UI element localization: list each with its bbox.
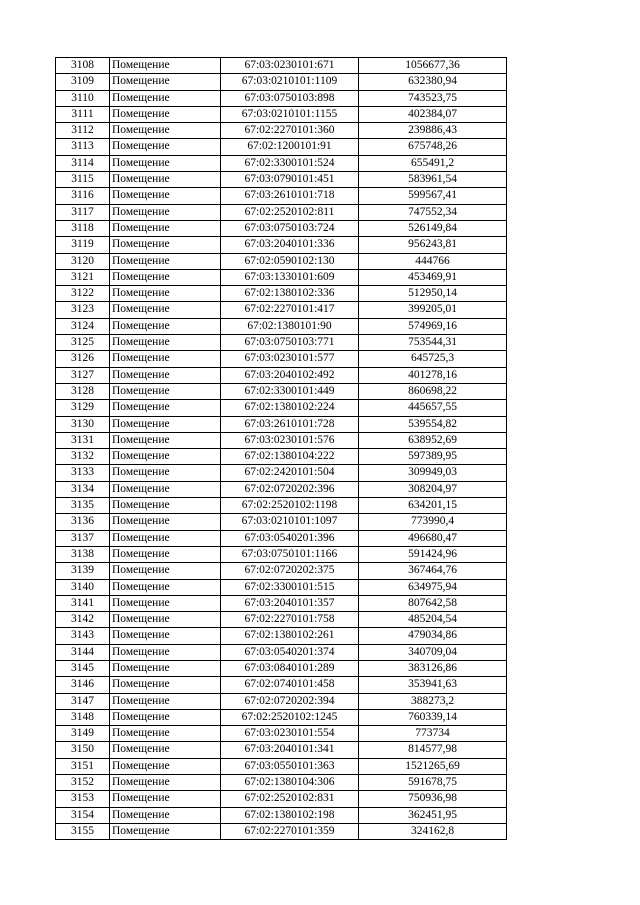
cadastral-value-cell: 956243,81 (359, 237, 507, 253)
row-number-cell: 3137 (56, 530, 110, 546)
cadastral-number-cell: 67:02:2520102:1245 (221, 709, 359, 725)
object-type-cell: Помещение (110, 677, 221, 693)
table-row (56, 644, 507, 660)
table-row (56, 660, 507, 676)
table-row (56, 758, 507, 774)
object-type-cell: Помещение (110, 693, 221, 709)
object-type-cell: Помещение (110, 367, 221, 383)
table-row (56, 709, 507, 725)
cadastral-number-cell: 67:03:0210101:1155 (221, 106, 359, 122)
row-number-cell: 3116 (56, 188, 110, 204)
cadastral-value-cell: 526149,84 (359, 220, 507, 236)
row-number-cell: 3143 (56, 628, 110, 644)
cadastral-value-cell: 634975,94 (359, 579, 507, 595)
cadastral-number-cell: 67:02:3300101:515 (221, 579, 359, 595)
object-type-cell: Помещение (110, 351, 221, 367)
cadastral-number-cell: 67:03:0790101:451 (221, 172, 359, 188)
table-row (56, 188, 507, 204)
cadastral-value-cell: 645725,3 (359, 351, 507, 367)
cadastral-value-cell: 512950,14 (359, 286, 507, 302)
table-row (56, 139, 507, 155)
cadastral-value-cell: 388273,2 (359, 693, 507, 709)
table-row (56, 74, 507, 90)
row-number-cell: 3148 (56, 709, 110, 725)
cadastral-number-cell: 67:02:2520102:831 (221, 791, 359, 807)
table-row (56, 498, 507, 514)
table-row (56, 302, 507, 318)
row-number-cell: 3131 (56, 432, 110, 448)
cadastral-number-cell: 67:03:1330101:609 (221, 269, 359, 285)
object-type-cell: Помещение (110, 498, 221, 514)
cadastral-value-cell: 353941,63 (359, 677, 507, 693)
cadastral-number-cell: 67:02:1380102:198 (221, 807, 359, 823)
row-number-cell: 3110 (56, 90, 110, 106)
table-row (56, 449, 507, 465)
cadastral-value-cell: 496680,47 (359, 530, 507, 546)
cadastral-number-cell: 67:02:3300101:449 (221, 383, 359, 399)
row-number-cell: 3144 (56, 644, 110, 660)
object-type-cell: Помещение (110, 742, 221, 758)
cadastral-number-cell: 67:03:0230101:576 (221, 432, 359, 448)
object-type-cell: Помещение (110, 58, 221, 74)
row-number-cell: 3118 (56, 220, 110, 236)
object-type-cell: Помещение (110, 432, 221, 448)
cadastral-number-cell: 67:03:2040101:357 (221, 595, 359, 611)
object-type-cell: Помещение (110, 269, 221, 285)
object-type-cell: Помещение (110, 481, 221, 497)
table-row (56, 269, 507, 285)
table-row (56, 383, 507, 399)
cadastral-value-cell: 760339,14 (359, 709, 507, 725)
cadastral-value-cell: 362451,95 (359, 807, 507, 823)
row-number-cell: 3120 (56, 253, 110, 269)
cadastral-value-cell: 632380,94 (359, 74, 507, 90)
object-type-cell: Помещение (110, 465, 221, 481)
cadastral-value-cell: 574969,16 (359, 318, 507, 334)
table-row (56, 58, 507, 74)
cadastral-number-cell: 67:03:0750103:724 (221, 220, 359, 236)
cadastral-number-cell: 67:02:1200101:91 (221, 139, 359, 155)
row-number-cell: 3117 (56, 204, 110, 220)
cadastral-value-cell: 591424,96 (359, 546, 507, 562)
row-number-cell: 3154 (56, 807, 110, 823)
object-type-cell: Помещение (110, 449, 221, 465)
row-number-cell: 3145 (56, 660, 110, 676)
table-row (56, 155, 507, 171)
cadastral-number-cell: 67:02:2270101:359 (221, 823, 359, 839)
table-row (56, 204, 507, 220)
row-number-cell: 3153 (56, 791, 110, 807)
table-row (56, 416, 507, 432)
object-type-cell: Помещение (110, 595, 221, 611)
cadastral-number-cell: 67:03:0750103:771 (221, 335, 359, 351)
cadastral-value-cell: 753544,31 (359, 335, 507, 351)
object-type-cell: Помещение (110, 90, 221, 106)
cadastral-value-cell: 807642,58 (359, 595, 507, 611)
row-number-cell: 3133 (56, 465, 110, 481)
table-row (56, 220, 507, 236)
cadastral-value-cell: 485204,54 (359, 612, 507, 628)
cadastral-number-cell: 67:02:2420101:504 (221, 465, 359, 481)
row-number-cell: 3114 (56, 155, 110, 171)
table-row (56, 400, 507, 416)
cadastral-value-cell: 367464,76 (359, 563, 507, 579)
cadastral-number-cell: 67:03:2610101:718 (221, 188, 359, 204)
cadastral-number-cell: 67:03:2040101:336 (221, 237, 359, 253)
object-type-cell: Помещение (110, 286, 221, 302)
table-row (56, 237, 507, 253)
cadastral-value-cell: 444766 (359, 253, 507, 269)
row-number-cell: 3142 (56, 612, 110, 628)
cadastral-number-cell: 67:02:1380104:306 (221, 775, 359, 791)
cadastral-value-cell: 583961,54 (359, 172, 507, 188)
table-row (56, 563, 507, 579)
cadastral-number-cell: 67:02:3300101:524 (221, 155, 359, 171)
object-type-cell: Помещение (110, 416, 221, 432)
table-row (56, 318, 507, 334)
table-row (56, 123, 507, 139)
object-type-cell: Помещение (110, 775, 221, 791)
cadastral-value-cell: 597389,95 (359, 449, 507, 465)
row-number-cell: 3126 (56, 351, 110, 367)
cadastral-value-cell: 402384,07 (359, 106, 507, 122)
row-number-cell: 3111 (56, 106, 110, 122)
row-number-cell: 3122 (56, 286, 110, 302)
object-type-cell: Помещение (110, 791, 221, 807)
object-type-cell: Помещение (110, 644, 221, 660)
cadastral-number-cell: 67:02:1380101:90 (221, 318, 359, 334)
cadastral-value-cell: 445657,55 (359, 400, 507, 416)
cadastral-number-cell: 67:02:0590102:130 (221, 253, 359, 269)
table-row (56, 742, 507, 758)
table-row (56, 351, 507, 367)
cadastral-value-cell: 675748,26 (359, 139, 507, 155)
cadastral-value-cell: 401278,16 (359, 367, 507, 383)
table-row (56, 172, 507, 188)
table-row (56, 628, 507, 644)
row-number-cell: 3112 (56, 123, 110, 139)
cadastral-number-cell: 67:02:2270101:360 (221, 123, 359, 139)
cadastral-value-cell: 638952,69 (359, 432, 507, 448)
object-type-cell: Помещение (110, 709, 221, 725)
cadastral-number-cell: 67:03:0210101:1109 (221, 74, 359, 90)
object-type-cell: Помещение (110, 335, 221, 351)
object-type-cell: Помещение (110, 400, 221, 416)
table-row (56, 286, 507, 302)
object-type-cell: Помещение (110, 823, 221, 839)
row-number-cell: 3128 (56, 383, 110, 399)
table-row (56, 367, 507, 383)
row-number-cell: 3136 (56, 514, 110, 530)
row-number-cell: 3146 (56, 677, 110, 693)
object-type-cell: Помещение (110, 530, 221, 546)
cadastral-number-cell: 67:03:0750103:898 (221, 90, 359, 106)
cadastral-value-cell: 324162,8 (359, 823, 507, 839)
row-number-cell: 3138 (56, 546, 110, 562)
row-number-cell: 3150 (56, 742, 110, 758)
row-number-cell: 3155 (56, 823, 110, 839)
object-type-cell: Помещение (110, 579, 221, 595)
object-type-cell: Помещение (110, 139, 221, 155)
object-type-cell: Помещение (110, 546, 221, 562)
table-row (56, 481, 507, 497)
table-row (56, 90, 507, 106)
cadastral-value-cell: 383126,86 (359, 660, 507, 676)
row-number-cell: 3121 (56, 269, 110, 285)
registry-table (55, 57, 507, 840)
row-number-cell: 3119 (56, 237, 110, 253)
table-row (56, 432, 507, 448)
object-type-cell: Помещение (110, 74, 221, 90)
row-number-cell: 3115 (56, 172, 110, 188)
cadastral-number-cell: 67:03:0230101:554 (221, 726, 359, 742)
cadastral-number-cell: 67:03:0540201:374 (221, 644, 359, 660)
object-type-cell: Помещение (110, 807, 221, 823)
cadastral-number-cell: 67:02:2270101:758 (221, 612, 359, 628)
cadastral-number-cell: 67:02:2520102:1198 (221, 498, 359, 514)
object-type-cell: Помещение (110, 660, 221, 676)
object-type-cell: Помещение (110, 106, 221, 122)
cadastral-value-cell: 340709,04 (359, 644, 507, 660)
cadastral-value-cell: 773990,4 (359, 514, 507, 530)
cadastral-number-cell: 67:03:0840101:289 (221, 660, 359, 676)
table-row (56, 514, 507, 530)
row-number-cell: 3130 (56, 416, 110, 432)
object-type-cell: Помещение (110, 302, 221, 318)
cadastral-number-cell: 67:03:0230101:577 (221, 351, 359, 367)
cadastral-value-cell: 479034,86 (359, 628, 507, 644)
table-row (56, 106, 507, 122)
table-row (56, 775, 507, 791)
cadastral-value-cell: 591678,75 (359, 775, 507, 791)
object-type-cell: Помещение (110, 204, 221, 220)
row-number-cell: 3149 (56, 726, 110, 742)
row-number-cell: 3135 (56, 498, 110, 514)
cadastral-number-cell: 67:03:0750101:1166 (221, 546, 359, 562)
cadastral-number-cell: 67:03:0540201:396 (221, 530, 359, 546)
row-number-cell: 3113 (56, 139, 110, 155)
object-type-cell: Помещение (110, 726, 221, 742)
cadastral-value-cell: 1521265,69 (359, 758, 507, 774)
cadastral-value-cell: 747552,34 (359, 204, 507, 220)
table-row (56, 612, 507, 628)
cadastral-number-cell: 67:02:1380104:222 (221, 449, 359, 465)
cadastral-number-cell: 67:03:2040102:492 (221, 367, 359, 383)
cadastral-value-cell: 309949,03 (359, 465, 507, 481)
cadastral-value-cell: 634201,15 (359, 498, 507, 514)
cadastral-value-cell: 655491,2 (359, 155, 507, 171)
cadastral-value-cell: 750936,98 (359, 791, 507, 807)
object-type-cell: Помещение (110, 514, 221, 530)
row-number-cell: 3132 (56, 449, 110, 465)
table-row (56, 546, 507, 562)
table-row (56, 253, 507, 269)
cadastral-value-cell: 743523,75 (359, 90, 507, 106)
row-number-cell: 3108 (56, 58, 110, 74)
table-row (56, 579, 507, 595)
cadastral-number-cell: 67:02:1380102:336 (221, 286, 359, 302)
row-number-cell: 3152 (56, 775, 110, 791)
registry-table-body (56, 58, 507, 840)
row-number-cell: 3129 (56, 400, 110, 416)
cadastral-value-cell: 860698,22 (359, 383, 507, 399)
cadastral-number-cell: 67:03:0550101:363 (221, 758, 359, 774)
cadastral-number-cell: 67:02:0720202:394 (221, 693, 359, 709)
row-number-cell: 3109 (56, 74, 110, 90)
object-type-cell: Помещение (110, 220, 221, 236)
object-type-cell: Помещение (110, 383, 221, 399)
object-type-cell: Помещение (110, 318, 221, 334)
cadastral-value-cell: 399205,01 (359, 302, 507, 318)
cadastral-value-cell: 539554,82 (359, 416, 507, 432)
row-number-cell: 3140 (56, 579, 110, 595)
cadastral-value-cell: 239886,43 (359, 123, 507, 139)
cadastral-number-cell: 67:03:2610101:728 (221, 416, 359, 432)
row-number-cell: 3151 (56, 758, 110, 774)
cadastral-number-cell: 67:02:1380102:224 (221, 400, 359, 416)
object-type-cell: Помещение (110, 172, 221, 188)
table-row (56, 677, 507, 693)
table-row (56, 807, 507, 823)
table-row (56, 335, 507, 351)
table-row (56, 791, 507, 807)
row-number-cell: 3125 (56, 335, 110, 351)
table-row (56, 595, 507, 611)
row-number-cell: 3127 (56, 367, 110, 383)
object-type-cell: Помещение (110, 188, 221, 204)
cadastral-number-cell: 67:02:0720202:396 (221, 481, 359, 497)
cadastral-value-cell: 773734 (359, 726, 507, 742)
table-row (56, 823, 507, 839)
row-number-cell: 3147 (56, 693, 110, 709)
row-number-cell: 3123 (56, 302, 110, 318)
cadastral-number-cell: 67:02:0720202:375 (221, 563, 359, 579)
cadastral-number-cell: 67:02:2270101:417 (221, 302, 359, 318)
object-type-cell: Помещение (110, 758, 221, 774)
object-type-cell: Помещение (110, 237, 221, 253)
table-row (56, 693, 507, 709)
cadastral-number-cell: 67:02:2520102:811 (221, 204, 359, 220)
cadastral-value-cell: 453469,91 (359, 269, 507, 285)
cadastral-number-cell: 67:03:0210101:1097 (221, 514, 359, 530)
table-row (56, 530, 507, 546)
object-type-cell: Помещение (110, 155, 221, 171)
cadastral-value-cell: 814577,98 (359, 742, 507, 758)
row-number-cell: 3141 (56, 595, 110, 611)
cadastral-number-cell: 67:03:0230101:671 (221, 58, 359, 74)
object-type-cell: Помещение (110, 612, 221, 628)
cadastral-number-cell: 67:02:1380102:261 (221, 628, 359, 644)
cadastral-value-cell: 308204,97 (359, 481, 507, 497)
row-number-cell: 3124 (56, 318, 110, 334)
cadastral-value-cell: 599567,41 (359, 188, 507, 204)
object-type-cell: Помещение (110, 253, 221, 269)
row-number-cell: 3134 (56, 481, 110, 497)
table-row (56, 726, 507, 742)
table-row (56, 465, 507, 481)
object-type-cell: Помещение (110, 123, 221, 139)
cadastral-number-cell: 67:02:0740101:458 (221, 677, 359, 693)
object-type-cell: Помещение (110, 628, 221, 644)
cadastral-number-cell: 67:03:2040101:341 (221, 742, 359, 758)
object-type-cell: Помещение (110, 563, 221, 579)
cadastral-value-cell: 1056677,36 (359, 58, 507, 74)
row-number-cell: 3139 (56, 563, 110, 579)
